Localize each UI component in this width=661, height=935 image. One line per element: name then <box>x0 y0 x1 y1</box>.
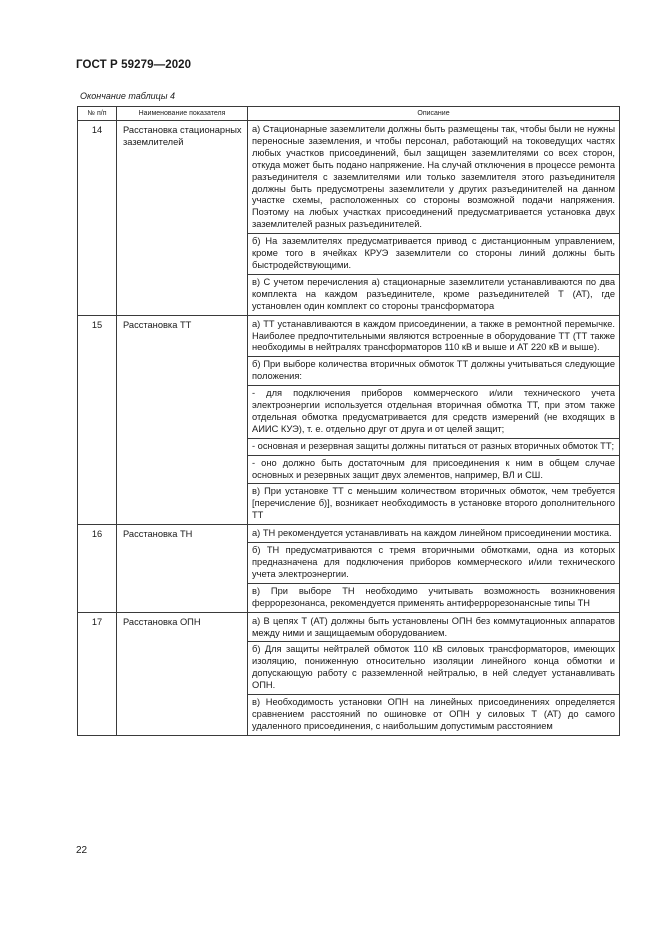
row-name: Расстановка стационарных заземлителей <box>117 121 248 316</box>
description-paragraph: б) ТН предусматриваются с тремя вторичными обмотками, одна из которых предназначена для подключения приборов коммерческого и/или технического учета электроэнергии. <box>248 542 619 583</box>
column-header-number: № п/п <box>78 107 117 121</box>
row-description <box>248 121 620 316</box>
row-number: 17 <box>78 612 117 735</box>
row-description <box>248 315 620 525</box>
row-number: 14 <box>78 121 117 316</box>
description-paragraph: в) Необходимость установки ОПН на линейных присоединениях определяется сравнением расстояний по ошиновке от ОПН у силовых Т (АТ) до самого удаленного присоединения, с наибольшим допустимым расстоянием <box>248 694 619 735</box>
table-row <box>78 121 620 316</box>
description-paragraph: в) При выборе ТН необходимо учитывать возможность возникновения феррорезонанса, рекомендуется применять антиферрорезонансные типы ТН <box>248 583 619 612</box>
description-list-item: - для подключения приборов коммерческого и/или технического учета электроэнергии используется отдельная вторичная обмотка ТТ, при этом также отдельная обмотка предусматривается для средств измерений (не входящих в АИИС КУЭ), т. е. отдельно друг от друга и от целей защит; <box>248 385 619 438</box>
column-header-description: Описание <box>248 107 620 121</box>
description-paragraph: б) При выборе количества вторичных обмоток ТТ должны учитываться следующие положения: <box>248 356 619 385</box>
row-name: Расстановка ТТ <box>117 315 248 525</box>
description-paragraph: а) ТН рекомендуется устанавливать на каждом линейном присоединении мостика. <box>252 528 612 539</box>
data-table <box>77 106 620 736</box>
table-row <box>78 315 620 525</box>
row-number: 16 <box>78 525 117 612</box>
page-number: 22 <box>76 845 88 856</box>
description-paragraph: а) Стационарные заземлители должны быть размещены так, чтобы были не нужны переносные заземления, и чтобы персонал, работающий на токоведущих частях любых участков присоединений, был защищен заземлителями со всех сторон, откуда может быть подано напряжение. На случай отключения в процессе ремонта разъединителя с заземлителями или только заземлителя этого разъединителя должны быть предусмотрены заземлители у других разъединителей на данном участке схемы, расположенных со стороны возможной подачи напряжения. Поэтому на любых участках присоединений предусматривается установка двух заземлителей разных разъединителей. <box>252 124 615 230</box>
table-row <box>78 612 620 735</box>
row-name: Расстановка ТН <box>117 525 248 612</box>
standard-title: ГОСТ Р 59279—2020 <box>76 59 192 71</box>
table-caption: Окончание таблицы 4 <box>80 91 175 101</box>
description-paragraph: в) При установке ТТ с меньшим количеством вторичных обмоток, чем требуется [перечисление б)], возникает необходимость в установке второго дополнительного ТТ <box>248 483 619 524</box>
row-name: Расстановка ОПН <box>117 612 248 735</box>
table-row <box>78 525 620 612</box>
row-description <box>248 525 620 612</box>
description-paragraph: б) Для защиты нейтралей обмоток 110 кВ силовых трансформаторов, имеющих изоляцию, пониженную относительно изоляции линейного конца обмотки и допускающую работу с разземленной нейтралью, в ней следует устанавливать ОПН. <box>248 641 619 694</box>
column-header-name: Наименование показателя <box>117 107 248 121</box>
description-paragraph: а) В цепях Т (АТ) должны быть установлены ОПН без коммутационных аппаратов между ними и защищаемым оборудованием. <box>252 615 615 638</box>
row-number: 15 <box>78 315 117 525</box>
row-description <box>248 612 620 735</box>
description-paragraph: в) С учетом перечисления а) стационарные заземлители устанавливаются по два комплекта на каждом разъединителе, кроме разъединителей Т (АТ), где установлен один комплект со стороны трансформатора <box>248 274 619 315</box>
description-list-item: - основная и резервная защиты должны питаться от разных вторичных обмоток ТТ; <box>248 438 619 455</box>
description-paragraph: б) На заземлителях предусматривается привод с дистанционным управлением, кроме того в ячейках КРУЭ заземлители со стороны линий должны быть быстродействующими. <box>248 233 619 274</box>
description-list-item: - оно должно быть достаточным для присоединения к ним в общем случае основных и резервных защит двух элементов, например, ВЛ и СШ. <box>248 455 619 484</box>
table-header-row <box>78 107 620 121</box>
description-paragraph: а) ТТ устанавливаются в каждом присоединении, а также в ремонтной перемычке. Наиболее предпочтительными являются встроенные в оборудование ТТ (ТТ также необходимы в нейтралях трансформаторов 110 кВ и выше и АТ 220 кВ и выше). <box>252 318 615 353</box>
